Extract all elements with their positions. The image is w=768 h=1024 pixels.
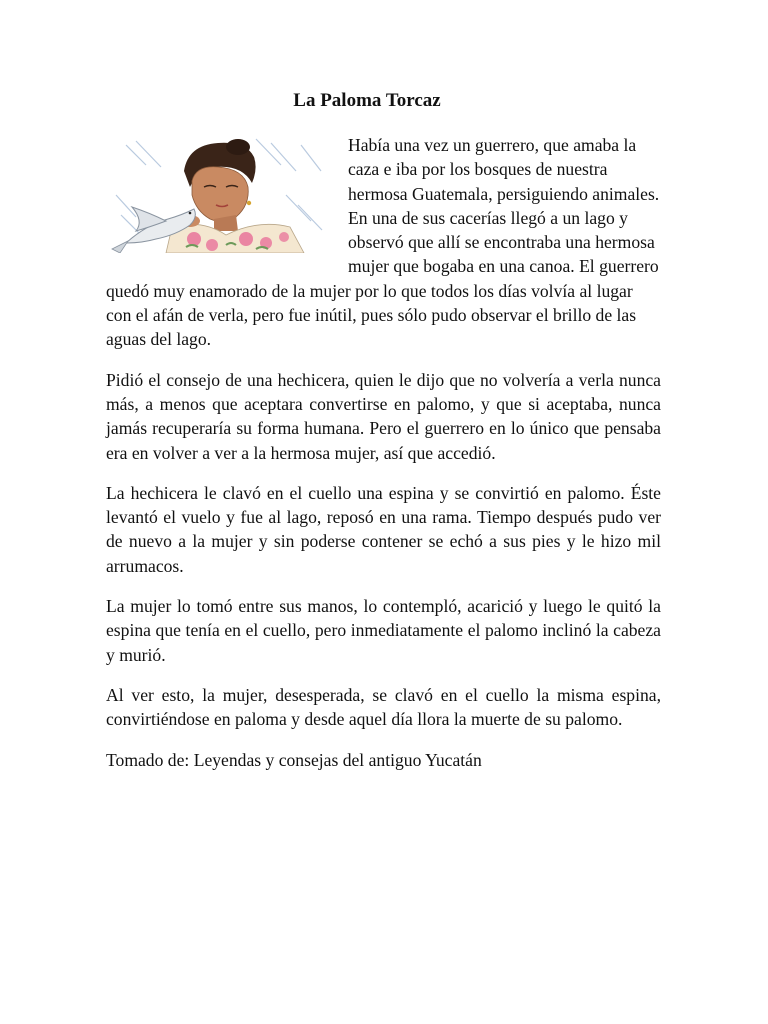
dove-tail bbox=[112, 241, 128, 253]
source-citation: Tomado de: Leyendas y consejas del antiguo Yucatán bbox=[106, 749, 482, 770]
paragraph-2: Pidió el consejo de una hechicera, quien le dijo que no volvería a verla nunca más, a menos que aceptara convertirse en palomo, y que si aceptaba, nunca jamás recuperaría su forma humana. Pero el guerrero en lo único que pensaba era en volver a ver a la hermosa mujer, así que accedió. bbox=[106, 369, 661, 463]
face-shape bbox=[192, 167, 248, 222]
paragraph-3: La hechicera le clavó en el cuello una espina y se convirtió en palomo. Éste levantó el vuelo y fue al lago, reposó en una rama. Tiempo después pudo ver de nuevo a la mujer y sin poderse contener se echó a sus pies y le hizo mil arrumacos. bbox=[106, 482, 661, 576]
woman-with-dove-illustration bbox=[106, 135, 334, 253]
hair-bun bbox=[226, 139, 250, 155]
document-body bbox=[106, 133, 661, 788]
woman-with-dove-drawing bbox=[106, 135, 334, 253]
earring-shape bbox=[247, 201, 251, 205]
paragraph-1: Había una vez un guerrero, que amaba la caza e iba por los bosques de nuestra hermosa Guatemala, persiguiendo animales. En una de sus cacerías llegó a un lago y observó que allí se encontraba una hermosa mujer que bogaba en una canoa. El guerrero quedó muy enamorado de la mujer por lo que todos los días volvía al lugar con el afán de verla, pero fue inútil, pues sólo pudo observar el brillo de las aguas del lago. bbox=[106, 135, 660, 350]
paragraph-5: Al ver esto, la mujer, desesperada, se clavó en el cuello la misma espina, convirtiéndose en paloma y desde aquel día llora la muerte de su palomo. bbox=[106, 684, 661, 730]
paragraph-4: La mujer lo tomó entre sus manos, lo contempló, acarició y luego le quitó la espina que tenía en el cuello, pero inmediatamente el palomo inclinó la cabeza y murió. bbox=[106, 596, 661, 665]
dove-eye bbox=[189, 212, 192, 215]
document-title: La Paloma Torcaz bbox=[293, 90, 441, 111]
